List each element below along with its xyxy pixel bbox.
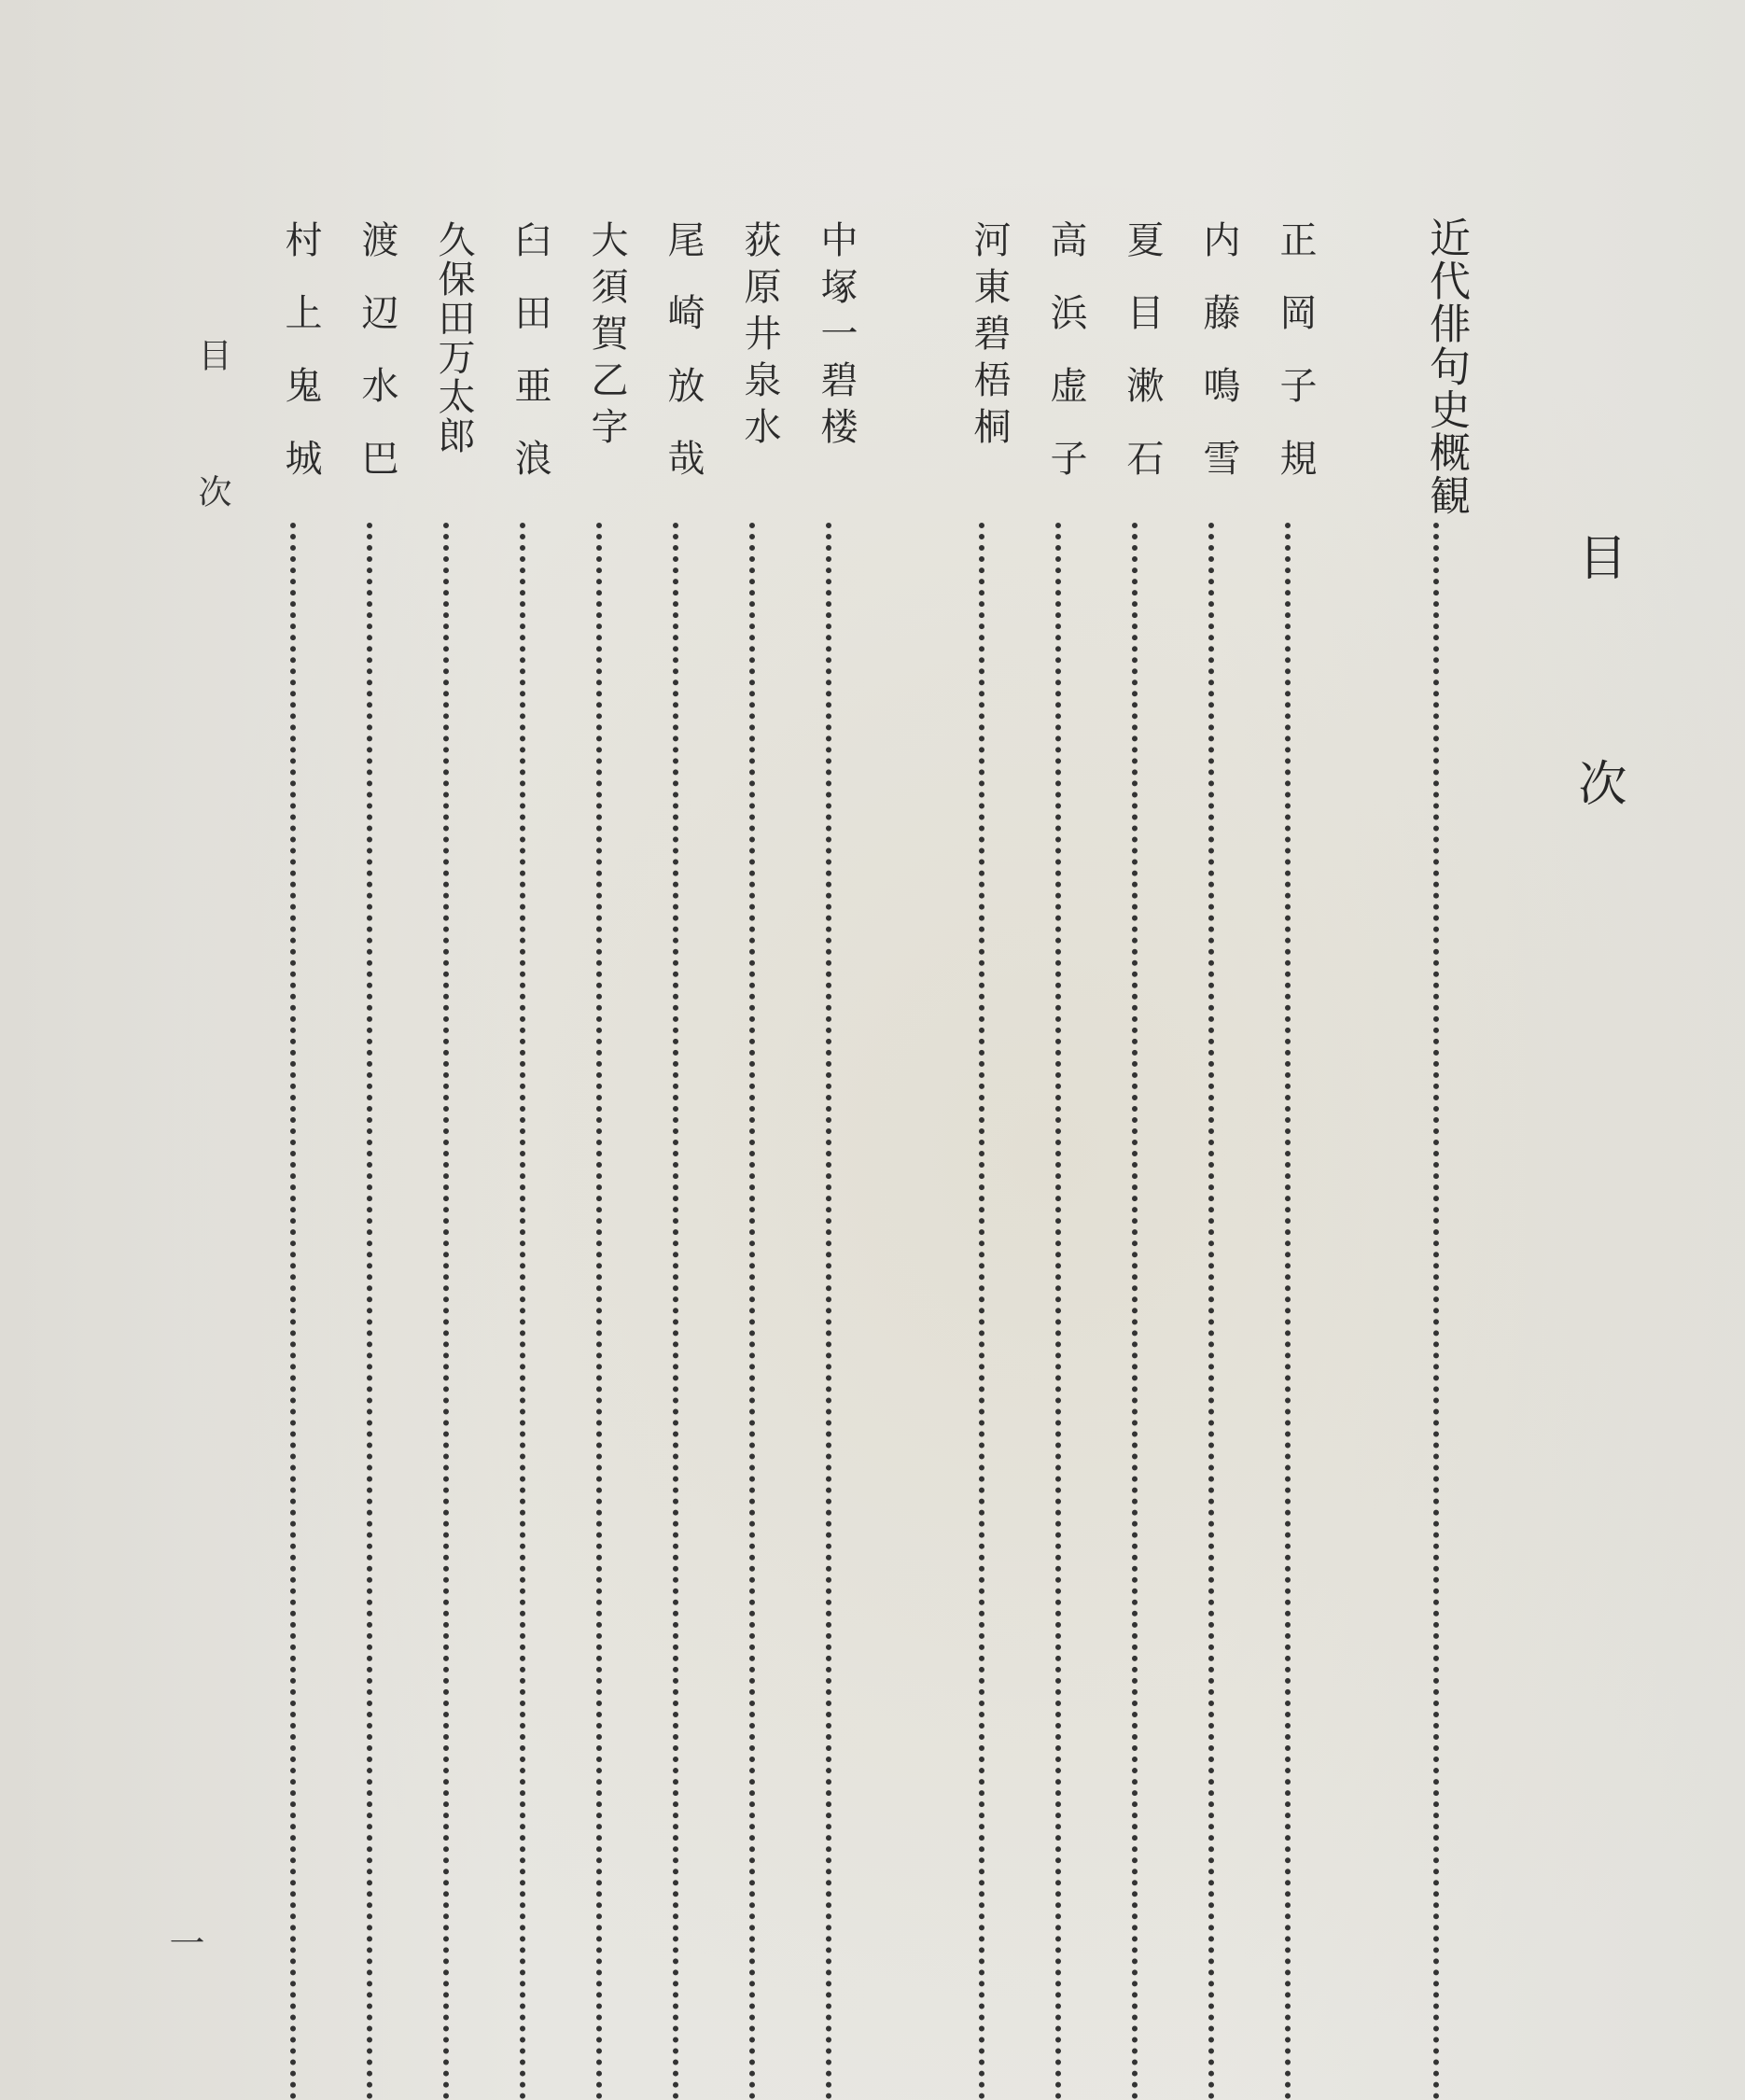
toc-entry[interactable]: 内藤鳴雪: [1197, 220, 1240, 511]
toc-entry[interactable]: 村上鬼城: [279, 220, 322, 511]
toc-entry[interactable]: 河東碧梧桐: [968, 220, 1011, 454]
toc-entry[interactable]: 久保田万太郎: [432, 220, 475, 455]
leader-dots: [979, 523, 990, 2100]
leader-dots: [1132, 523, 1143, 2100]
toc-entry[interactable]: 夏目漱石: [1121, 220, 1164, 511]
leader-dots: [443, 523, 454, 2100]
leader-dots: [367, 523, 378, 2100]
toc-entry[interactable]: 尾崎放哉: [662, 220, 705, 511]
leader-dots: [673, 523, 684, 2100]
toc-entry[interactable]: 正岡子規: [1274, 220, 1317, 511]
toc-entry[interactable]: 渡辺水巴: [356, 220, 398, 511]
leader-dots: [290, 523, 301, 2100]
toc-entry[interactable]: 大須賀乙字: [585, 220, 628, 454]
leader-dots: [1433, 523, 1445, 2100]
page-number: 一: [163, 1925, 204, 1960]
leader-dots: [1208, 523, 1220, 2100]
leader-dots: [826, 523, 837, 2100]
toc-entry-overview[interactable]: 近代俳句史概観: [1422, 217, 1470, 517]
leader-dots: [749, 523, 761, 2100]
toc-entry[interactable]: 臼田亜浪: [509, 220, 551, 511]
running-title: 目次: [193, 338, 231, 610]
toc-entry[interactable]: 荻原井泉水: [738, 220, 781, 454]
leader-dots: [1055, 523, 1067, 2100]
toc-entry[interactable]: 中塚一碧楼: [815, 220, 858, 454]
toc-entry[interactable]: 高浜虚子: [1044, 220, 1087, 511]
leader-dots: [520, 523, 531, 2100]
leader-dots: [1285, 523, 1296, 2100]
leader-dots: [596, 523, 607, 2100]
page-title: 目次: [1570, 532, 1626, 984]
